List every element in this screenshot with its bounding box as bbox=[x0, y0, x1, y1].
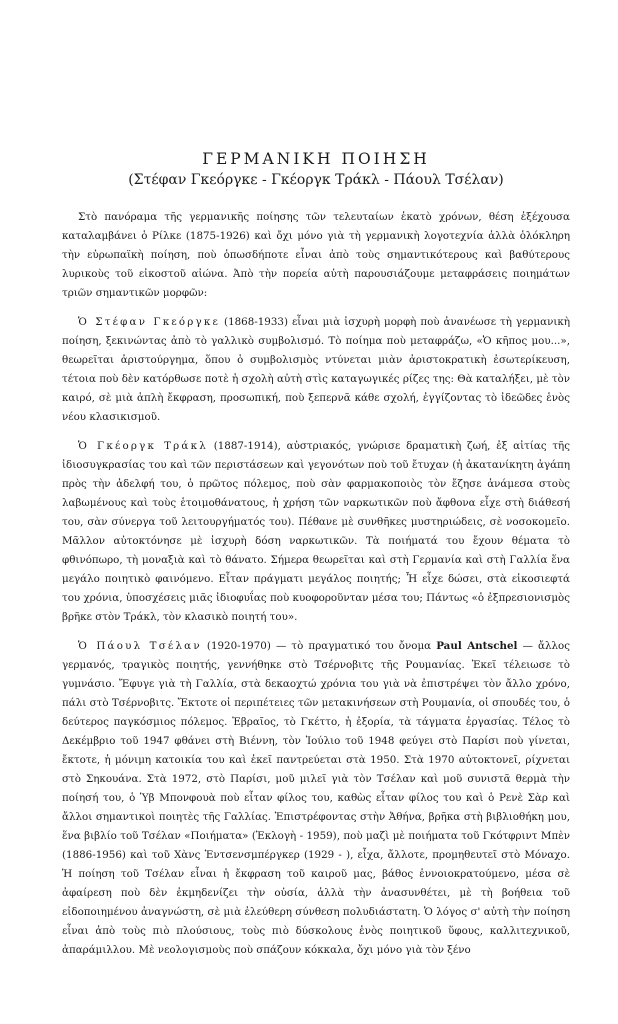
trakl-text: (1887-1914), αὐστριακός, γνώρισε δραματικὴ ζωή, ἐξ αἰτίας τῆς ἰδιοσυγκρασίας του καὶ τῶν περιστάσεων καὶ γεγονότων ποὺ τοῦ ἔτυχαν (ἡ ἀκατανίκητη ἀγάπη πρὸς τὴν ἀδελφή του, ὁ πρῶτος πόλεμος, ποὺ σὰν φαρμακοποιὸς τὸν ἔζησε ἀνάμεσα στοὺς λαβωμένους καὶ τοὺς ἑτοιμοθάνατους, ἡ χρήση τῶν ναρκωτικῶν ποὺ ἄφθονα εἶχε στὴ διάθεσή του, σὰν σύνεργα τοῦ λειτουργήματός του). Πέθανε μὲ συνθῆκες μυστηριώδεις, σὲ νοσοκομεῖο. Μᾶλλον αὐτοκτόνησε μὲ ἰσχυρὴ δόση ναρκωτικῶν. Τὰ ποιήματά του ἔχουν θέματα τὸ φθινόπωρο, τὴ μοναξιὰ καὶ τὸ θάνατο. Σήμερα θεωρεῖται καὶ στὴ Γερμανία καὶ στὴ Γαλλία ἕνα μεγάλο ποιητικὸ φαινόμενο. Εἶταν πράγματι μεγάλος ποιητής; Ἦ εἶχε δώσει, στὰ εἰκοσιεφτά του χρόνια, ὑποσχέσεις μιᾶς ἰδιοφυΐας ποὺ κυοφοροῦνταν μέσα του; Πάντως «ὁ ἐξπρεσιονισμὸς βρῆκε στὸν Τράκλ, τὸν κλασικὸ ποιητή του». bbox=[62, 440, 570, 623]
document-page bbox=[62, 148, 570, 970]
intro-paragraph: Στὸ πανόραμα τῆς γερμανικῆς ποίησης τῶν τελευταίων ἑκατὸ χρόνων, θέση ἐξέχουσα καταλαμβάνει ὁ Ρίλκε (1875-1926) καὶ ὄχι μόνο γιὰ τὴ γερμανικὴ λογοτεχνία ἀλλὰ ὁλόκληρη τὴν εὐρωπαϊκὴ ποίηση, ποὺ ὁπωσδήποτε εἶναι ἀπὸ τοὺς σημαντικότερους καὶ βαθύτερους λυρικοὺς τοῦ εἰκοστοῦ αἰώνα. Ἀπὸ τὴν πορεία αὐτὴ παρουσιάζουμε μεταφράσεις ποιημάτων τριῶν σημαντικῶν μορφῶν: bbox=[62, 211, 570, 299]
page-subtitle: (Στέφαν Γκεόργκε - Γκέοργκ Τράκλ - Πάουλ Τσέλαν) bbox=[128, 172, 504, 188]
celan-name: Ὁ Πάουλ Τσέλαν bbox=[78, 640, 202, 652]
celan-real-name: Paul Antschel bbox=[436, 640, 518, 652]
celan-text-b: — ἄλλος γερμανός, τραγικὸς ποιητής, γεννήθηκε στὸ Τσέρνοβιτς τῆς Ρουμανίας. Ἐκεῖ τέλειωσε τὸ γυμνάσιο. Ἔφυγε γιὰ τὴ Γαλλία, στὰ δεκαοχτώ χρόνια του γιὰ νὰ ἐπιστρέψει τὸν ἄλλο χρόνο, πάλι στὸ Τσέρνοβιτς. Ἔκτοτε οἱ περιπέτειες τῶν μετακινήσεων στὴ Ρουμανία, οἱ σπουδές του, ὁ δεύτερος παγκόσμιος πόλεμος. Ἑβραῖος, τὸ Γκέττο, ἡ ἐξορία, τὰ τάγματα ἐργασίας. Τέλος τὸ Δεκέμβριο τοῦ 1947 φθάνει στὴ Βιέννη, τὸν Ἰούλιο τοῦ 1948 φεύγει στὸ Παρίσι ποὺ γίνεται, ἔκτοτε, ἡ μόνιμη κατοικία του καὶ ἐκεῖ παντρεύεται στὰ 1950. Στὰ 1970 αὐτοκτονεῖ, ρίχνεται στὸ Σηκουάνα. Στὰ 1972, στὸ Παρίσι, μοῦ μιλεῖ γιὰ τὸν Τσέλαν καὶ μοῦ συνιστᾶ θερμὰ τὴν ποίησή του, ὁ Ὑβ Μπονφουὰ ποὺ εἶταν φίλος του, καθὼς εἶταν φίλος του καὶ ὁ Ρενὲ Σὰρ καὶ ἄλλοι σημαντικοὶ ποιητὲς τῆς Γαλλίας. Ἐπιστρέφοντας στὴν Ἀθήνα, βρῆκα στὴ βιβλιοθήκη μου, ἕνα βιβλίο τοῦ Τσέλαν «Ποιήματα» (Ἐκλογὴ - 1959), ποὺ μαζὶ μὲ ποιήματα τοῦ Γκότφριντ Μπὲν (1886-1956) καὶ τοῦ Χὰνς Ἐντσενσμπέργκερ (1929 - ), εἶχα, ἄλλοτε, προμηθευτεῖ στὸ Μόναχο. Ἡ ποίηση τοῦ Τσέλαν εἶναι ἡ ἔκφραση τοῦ καιροῦ μας, βάθος ἐννοιοκρατούμενο, μέσα σὲ ἀφαίρεση ποὺ δὲν ἐκμηδενίζει τὴν οὐσία, ἀλλὰ τὴν ἀνασυνθέτει, μὲ τὴ βοήθεια τοῦ εἰδοποιημένου ἀναγνώστη, σὲ μιὰ ἐλεύθερη σύνθεση πολυδιάστατη. Ὁ λόγος σ' αὐτὴ τὴν ποίηση εἶναι ἀπὸ τοὺς πιὸ πλούσιους, τοὺς πιὸ δύσκολους ἑνὸς ποιητικοῦ ὕφους, καλλιτεχνικοῦ, ἀπαράμιλλου. Μὲ νεολογισμοὺς ποὺ σπάζουν κόκκαλα, ὄχι μόνο γιὰ τὸν ξένο bbox=[62, 640, 570, 956]
celan-text-a: (1920-1970) — τὸ πραγματικό του ὄνομα bbox=[201, 640, 437, 652]
page-title: ΓΕΡΜΑΝΙΚΗ ΠΟΙΗΣΗ bbox=[202, 150, 430, 168]
trakl-paragraph bbox=[62, 437, 570, 627]
trakl-name: Ὁ Γκέοργκ Τράκλ bbox=[78, 440, 208, 452]
george-paragraph bbox=[62, 313, 570, 427]
george-name: Ὁ Στέφαν Γκεόργκε bbox=[78, 316, 221, 328]
george-text: (1868-1933) εἶναι μιὰ ἰσχυρὴ μορφὴ ποὺ ἀνανέωσε τὴ γερμανικὴ ποίηση, ξεκινώντας ἀπὸ τὸ γαλλικὸ συμβολισμό. Τὸ ποίημα ποὺ μεταφράζω, «Ὁ κῆπος μου...», θεωρεῖται ἀριστούργημα, ὅπου ὁ συμβολισμὸς ντύνεται μιὰν ἀριστοκρατικὴ ἐσωτερίκευση, τέτοια ποὺ δὲν κατόρθωσε ποτὲ ἡ σχολὴ αὐτὴ στὶς καταγωγικές ρίζες της: Θὰ καταλήξει, μὲ τὸν καιρό, σὲ μιὰ ἁπλὴ ἔκφραση, προσωπική, ποὺ ξεπερνᾶ κάθε σχολή, ἐγγίζοντας τὸ ἰδεῶδες ἑνὸς νέου κλασικισμοῦ. bbox=[62, 316, 571, 423]
celan-paragraph bbox=[62, 637, 570, 960]
